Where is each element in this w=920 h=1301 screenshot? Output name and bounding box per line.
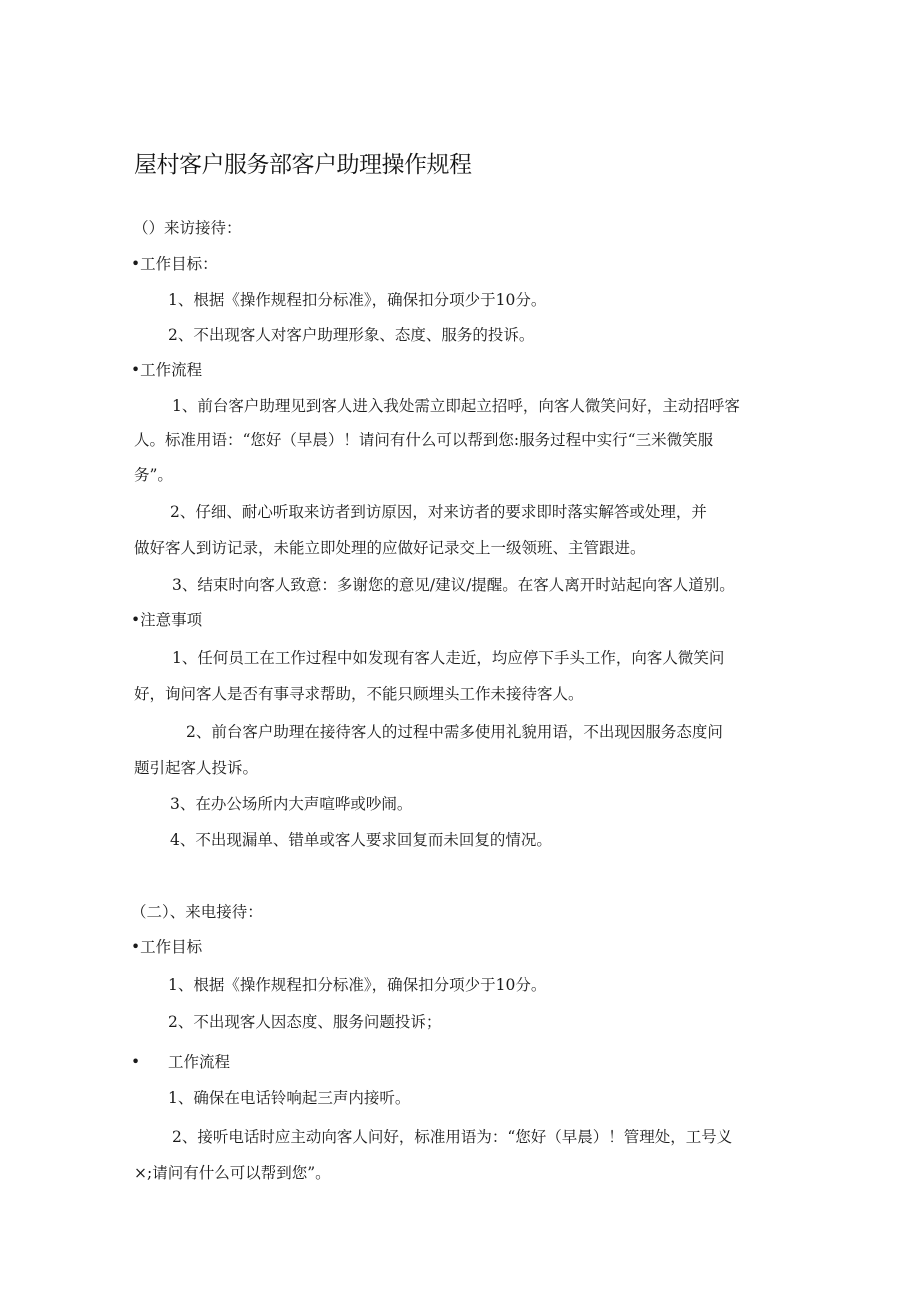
document-title: 屋村客户服务部客户助理操作规程 xyxy=(134,152,472,178)
section1-process-line: 1、前台客户助理见到客人进入我处需立即起立招呼，向客人微笑问好，主动招呼客 xyxy=(172,397,740,415)
section1-process-line: 务”。 xyxy=(134,466,173,484)
section2-goal-item: 1、根据《操作规程扣分标准》，确保扣分项少于10分。 xyxy=(168,976,547,994)
section2-process-line: ×;请问有什么可以帮到您”。 xyxy=(134,1164,331,1182)
section2-process-line: 2、接听电话时应主动向客人问好，标准用语为：“您好（早晨）！管理处，工号义 xyxy=(172,1128,733,1146)
section1-note-line: 好，询问客人是否有事寻求帮助，不能只顾埋头工作未接待客人。 xyxy=(134,685,584,703)
section1-process-line: 人。标准用语：“您好（早晨）！请问有什么可以帮到您:服务过程中实行“三米微笑服 xyxy=(134,431,714,449)
section1-process-line: 3、结束时向客人致意：多谢您的意见/建议/提醒。在客人离开时站起向客人道别。 xyxy=(172,576,735,594)
section1-note-line: 题引起客人投诉。 xyxy=(134,759,259,777)
section1-note-line: 4、不出现漏单、错单或客人要求回复而未回复的情况。 xyxy=(170,831,552,849)
section1-process-line: 2、仔细、耐心听取来访者到访原因，对来访者的要求即时落实解答或处理，并 xyxy=(170,503,707,521)
section2-heading: （二）、来电接待： xyxy=(131,903,263,921)
section1-note-line: 3、在办公场所内大声喧哗或吵闹。 xyxy=(170,795,413,813)
section1-notes-label: •注意事项 xyxy=(131,611,203,629)
section1-process-label: •工作流程 xyxy=(131,361,203,379)
section1-process-line: 做好客人到访记录，未能立即处理的应做好记录交上一级领班、主管跟进。 xyxy=(134,539,646,557)
section2-process-label: 工作流程 xyxy=(168,1053,231,1071)
section1-heading: （）来访接待： xyxy=(133,219,242,237)
section1-goal-item: 2、不出现客人对客户助理形象、态度、服务的投诉。 xyxy=(168,326,535,344)
section2-goals-label: •工作目标 xyxy=(131,938,203,956)
section1-goal-item: 1、根据《操作规程扣分标准》，确保扣分项少于10分。 xyxy=(168,291,547,309)
section2-process-bullet: • xyxy=(131,1053,141,1071)
section2-process-line: 1、确保在电话铃响起三声内接听。 xyxy=(168,1089,411,1107)
section2-goal-item: 2、不出现客人因态度、服务问题投诉； xyxy=(168,1013,442,1031)
section1-note-line: 2、前台客户助理在接待客人的过程中需多使用礼貌用语，不出现因服务态度问 xyxy=(186,723,723,741)
section1-goals-label: •工作目标： xyxy=(131,255,218,273)
section1-note-line: 1、任何员工在工作过程中如发现有客人走近，均应停下手头工作，向客人微笑问 xyxy=(172,649,725,667)
